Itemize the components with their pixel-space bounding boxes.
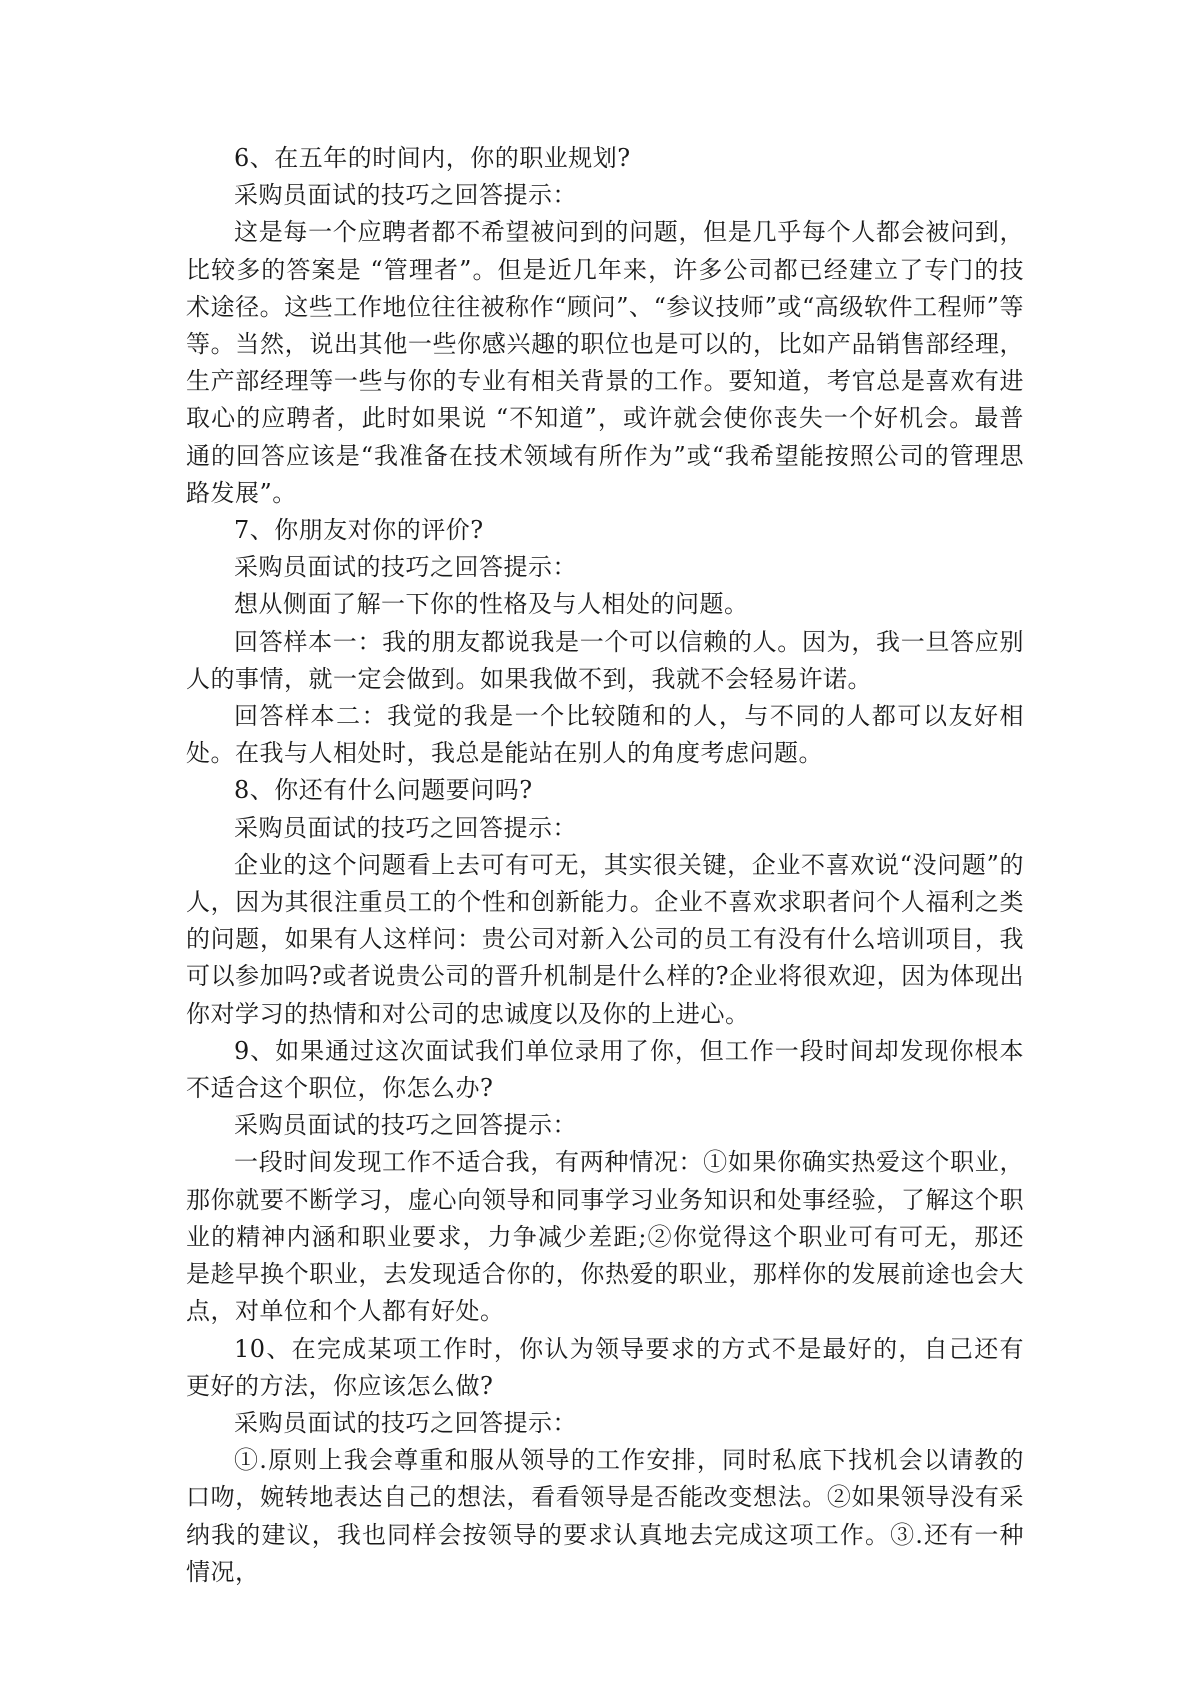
answer-sample-1: 回答样本一：我的朋友都说我是一个可以信赖的人。因为，我一旦答应别人的事情，就一定会做到。如果我做不到，我就不会轻易许诺。 xyxy=(186,627,1024,693)
answer-paragraph: 想从侧面了解一下你的性格及与人相处的问题。 xyxy=(234,590,749,619)
question-6-heading: 6、在五年的时间内，你的职业规划? xyxy=(234,144,631,172)
answer-paragraph: ①.原则上我会尊重和服从领导的工作安排，同时私底下找机会以请教的口吻，婉转地表达自己的想法，看看领导是否能改变想法。②如果领导没有采纳我的建议，我也同样会按领导的要求认真地去完成这项工作。③.还有一种情况， xyxy=(186,1446,1024,1586)
answer-paragraph: 一段时间发现工作不适合我，有两种情况：①如果你确实热爱这个职业，那你就要不断学习，虚心向领导和同事学习业务知识和处事经验，了解这个职业的精神内涵和职业要求，力争减少差距;②你觉得这个职业可有可无，那还是趁早换个职业，去发现适合你的，你热爱的职业，那样你的发展前途也会大点，对单位和个人都有好处。 xyxy=(186,1148,1024,1326)
answer-paragraph: 这是每一个应聘者都不希望被问到的问题，但是几乎每个人都会被问到，比较多的答案是 “管理者”。但是近几年来，许多公司都已经建立了专门的技术途径。这些工作地位往往被称作“顾问”、“参议技师”或“高级软件工程师”等等。当然，说出其他一些你感兴趣的职位也是可以的，比如产品销售部经理，生产部经理等一些与你的专业有相关背景的工作。要知道，考官总是喜欢有进取心的应聘者，此时如果说 “不知道”，或许就会使你丧失一个好机会。最普通的回答应该是“我准备在技术领域有所作为”或“我希望能按照公司的管理思路发展”。 xyxy=(186,218,1024,507)
question-9-heading: 9、如果通过这次面试我们单位录用了你，但工作一段时间却发现你根本不适合这个职位，你怎么办? xyxy=(186,1036,1024,1103)
answer-paragraph: 企业的这个问题看上去可有可无，其实很关键，企业不喜欢说“没问题”的人，因为其很注重员工的个性和创新能力。企业不喜欢求职者问个人福利之类的问题，如果有人这样问：贵公司对新入公司的员工有没有什么培训项目，我可以参加吗?或者说贵公司的晋升机制是什么样的?企业将很欢迎，因为体现出你对学习的热情和对公司的忠诚度以及你的上进心。 xyxy=(186,850,1024,1028)
answer-tip-label: 采购员面试的技巧之回答提示： xyxy=(234,813,577,842)
question-7-heading: 7、你朋友对你的评价? xyxy=(234,516,484,545)
answer-tip-label: 采购员面试的技巧之回答提示： xyxy=(234,1408,577,1437)
answer-tip-label: 采购员面试的技巧之回答提示： xyxy=(234,553,577,582)
answer-sample-2: 回答样本二：我觉的我是一个比较随和的人，与不同的人都可以友好相处。在我与人相处时，我总是能站在别人的角度考虑问题。 xyxy=(186,702,1024,768)
answer-tip-label: 采购员面试的技巧之回答提示： xyxy=(234,181,577,210)
question-8-heading: 8、你还有什么问题要问吗? xyxy=(234,776,533,805)
question-10-heading: 10、在完成某项工作时，你认为领导要求的方式不是最好的，自己还有更好的方法，你应该怎么做? xyxy=(186,1334,1024,1400)
document-body xyxy=(186,140,1024,1591)
answer-tip-label: 采购员面试的技巧之回答提示： xyxy=(234,1111,577,1140)
